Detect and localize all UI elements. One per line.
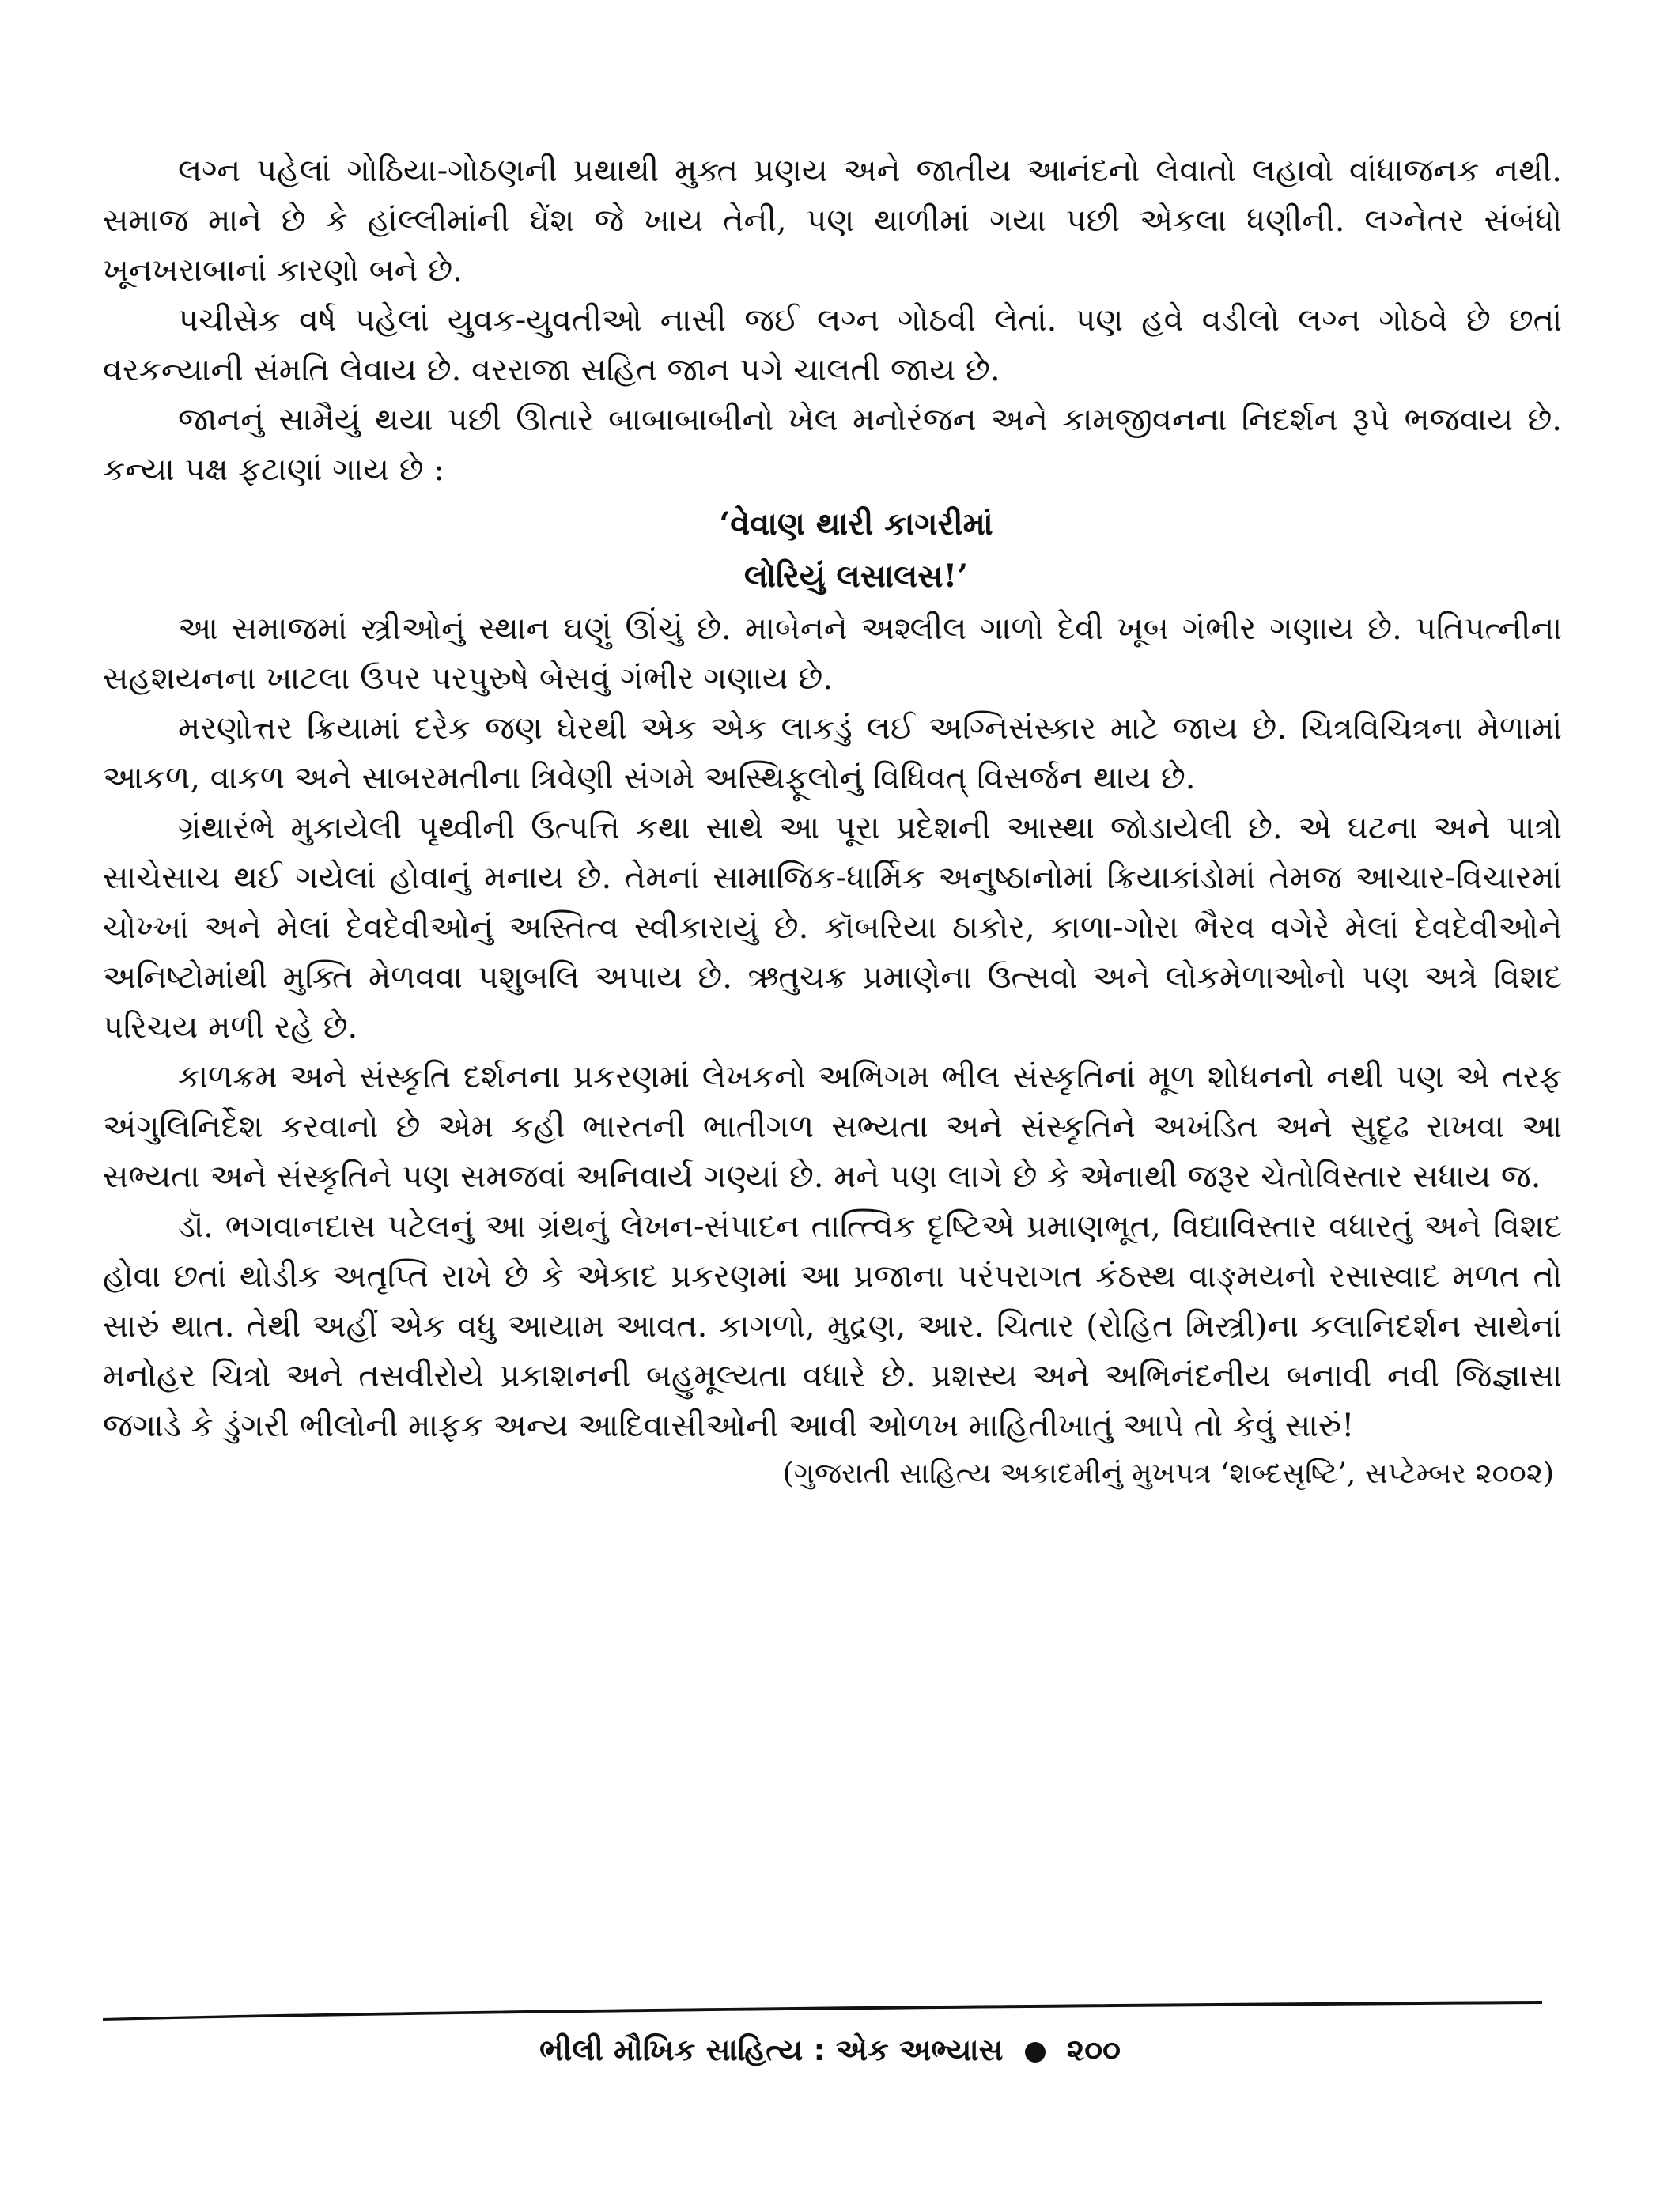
footer-book-title: ભીલી મૌખિક સાહિત્ય : એક અભ્યાસ: [539, 2032, 1004, 2067]
footer-divider-line: [103, 1993, 1542, 2025]
paragraph-creation-story: ગ્રંથારંભે મુકાયેલી પૃથ્વીની ઉત્પત્તિ કથા સાથે આ પૂરા પ્રદેશની આસ્થા જોડાયેલી છે. એ ઘટના અને પાત્રો સાચેસાચ થઈ ગયેલાં હોવાનું મનાય છે. તેમનાં સામાજિક-ધાર્મિક અનુષ્ઠાનોમાં ક્રિયાકાંડોમાં તેમજ આચાર-વિચારમાં ચોખ્ખાં અને મેલાં દેવદેવીઓનું અસ્તિત્વ સ્વીકારાયું છે. કૉબરિયા ઠાકોર, કાળા-ગોરા ભૈરવ વગેરે મેલાં દેવદેવીઓને અનિષ્ટોમાંથી મુક્તિ મેળવવા પશુબલિ અપાય છે. ઋતુચક્ર પ્રમાણેના ઉત્સવો અને લોકમેળાઓનો પણ અત્રે વિશદ પરિચય મળી રહે છે.: [103, 810, 1562, 1046]
page-body: [103, 146, 1562, 1497]
paragraph-premarital-customs: લગ્ન પહેલાં ગોઠિયા-ગોઠણની પ્રથાથી મુક્ત પ્રણય અને જાતીય આનંદનો લેવાતો લહાવો વાંધાજનક નથી. સમાજ માને છે કે હાંલ્લીમાંની ઘેંશ જે ખાય તેની, પણ થાળીમાં ગયા પછી એકલા ધણીની. લગ્નેતર સંબંધો ખૂનખરાબાનાં કારણો બને છે.: [103, 153, 1562, 289]
source-citation: (ગુજરાતી સાહિત્ય અકાદમીનું મુખપત્ર ‘શબ્દસૃષ્ટિ’, સપ્ટેમ્બર ૨૦૦૨): [782, 1458, 1554, 1490]
footer-page-number: ૨૦૦: [1066, 2032, 1121, 2067]
verse-block: [103, 498, 1562, 603]
bullet-icon: [1025, 2042, 1046, 2063]
paragraph-status-of-women: આ સમાજમાં સ્ત્રીઓનું સ્થાન ઘણું ઊંચું છે. માબેનને અશ્લીલ ગાળો દેવી ખૂબ ગંભીર ગણાય છે. પતિપત્નીના સહશયનના ખાટલા ઉપર પરપુરુષે બેસવું ગંભીર ગણાય છે.: [103, 611, 1562, 697]
verse-line-1: ‘વેવાણ થારી કાગરીમાં: [719, 505, 993, 543]
paragraph-funeral-rites: મરણોત્તર ક્રિયામાં દરેક જણ ઘેરથી એક એક લાકડું લઈ અગ્નિસંસ્કાર માટે જાય છે. ચિત્રવિચિત્રના મેળામાં આકળ, વાકળ અને સાબરમતીના ત્રિવેણી સંગમે અસ્થિફૂલોનું વિધિવત્ વિસર્જન થાય છે.: [103, 710, 1562, 796]
paragraph-marriage-arrangement: પચીસેક વર્ષ પહેલાં યુવક-યુવતીઓ નાસી જઈ લગ્ન ગોઠવી લેતાં. પણ હવે વડીલો લગ્ન ગોઠવે છે છતાં વરકન્યાની સંમતિ લેવાય છે. વરરાજા સહિત જાન પગે ચાલતી જાય છે.: [103, 302, 1562, 388]
paragraph-review-conclusion: ડૉ. ભગવાનદાસ પટેલનું આ ગ્રંથનું લેખન-સંપાદન તાત્ત્વિક દૃષ્ટિએ પ્રમાણભૂત, વિદ્યાવિસ્તાર વધારતું અને વિશદ હોવા છતાં થોડીક અતૃપ્તિ રાખે છે કે એકાદ પ્રકરણમાં આ પ્રજાના પરંપરાગત કંઠસ્થ વાઙ્મયનો રસાસ્વાદ મળત તો સારું થાત. તેથી અહીં એક વધુ આયામ આવત. કાગળો, મુદ્રણ, આર. ચિતાર (રોહિત મિસ્ત્રી)ના કલાનિદર્શન સાથેનાં મનોહર ચિત્રો અને તસવીરોયે પ્રકાશનની બહુમૂલ્યતા વધારે છે. પ્રશસ્ય અને અભિનંદનીય બનાવી નવી જિજ્ઞાસા જગાડે કે ડુંગરી ભીલોની માફક અન્ય આદિવાસીઓની આવી ઓળખ માહિતીખાતું આપે તો કેવું સારું!: [103, 1208, 1562, 1444]
verse-line-2: લોરિયું લસાલસ!’: [743, 558, 969, 595]
page-footer: [0, 2032, 1660, 2068]
paragraph-chronology-culture: કાળક્રમ અને સંસ્કૃતિ દર્શનના પ્રકરણમાં લેખકનો અભિગમ ભીલ સંસ્કૃતિનાં મૂળ શોધનનો નથી પણ એ તરફ અંગુલિનિર્દેશ કરવાનો છે એમ કહી ભારતની ભાતીગળ સભ્યતા અને સંસ્કૃતિને અખંડિત અને સુદૃઢ રાખવા આ સભ્યતા અને સંસ્કૃતિને પણ સમજવાં અનિવાર્ય ગણ્યાં છે. મને પણ લાગે છે કે એનાથી જરૂર ચેતોવિસ્તાર સધાય જ.: [103, 1059, 1562, 1195]
paragraph-wedding-procession: જાનનું સામૈયું થયા પછી ઊતારે બાબાબાબીનો ખેલ મનોરંજન અને કામજીવનના નિદર્શન રૂપે ભજવાય છે. કન્યા પક્ષ ફટાણાં ગાય છે :: [103, 402, 1562, 488]
